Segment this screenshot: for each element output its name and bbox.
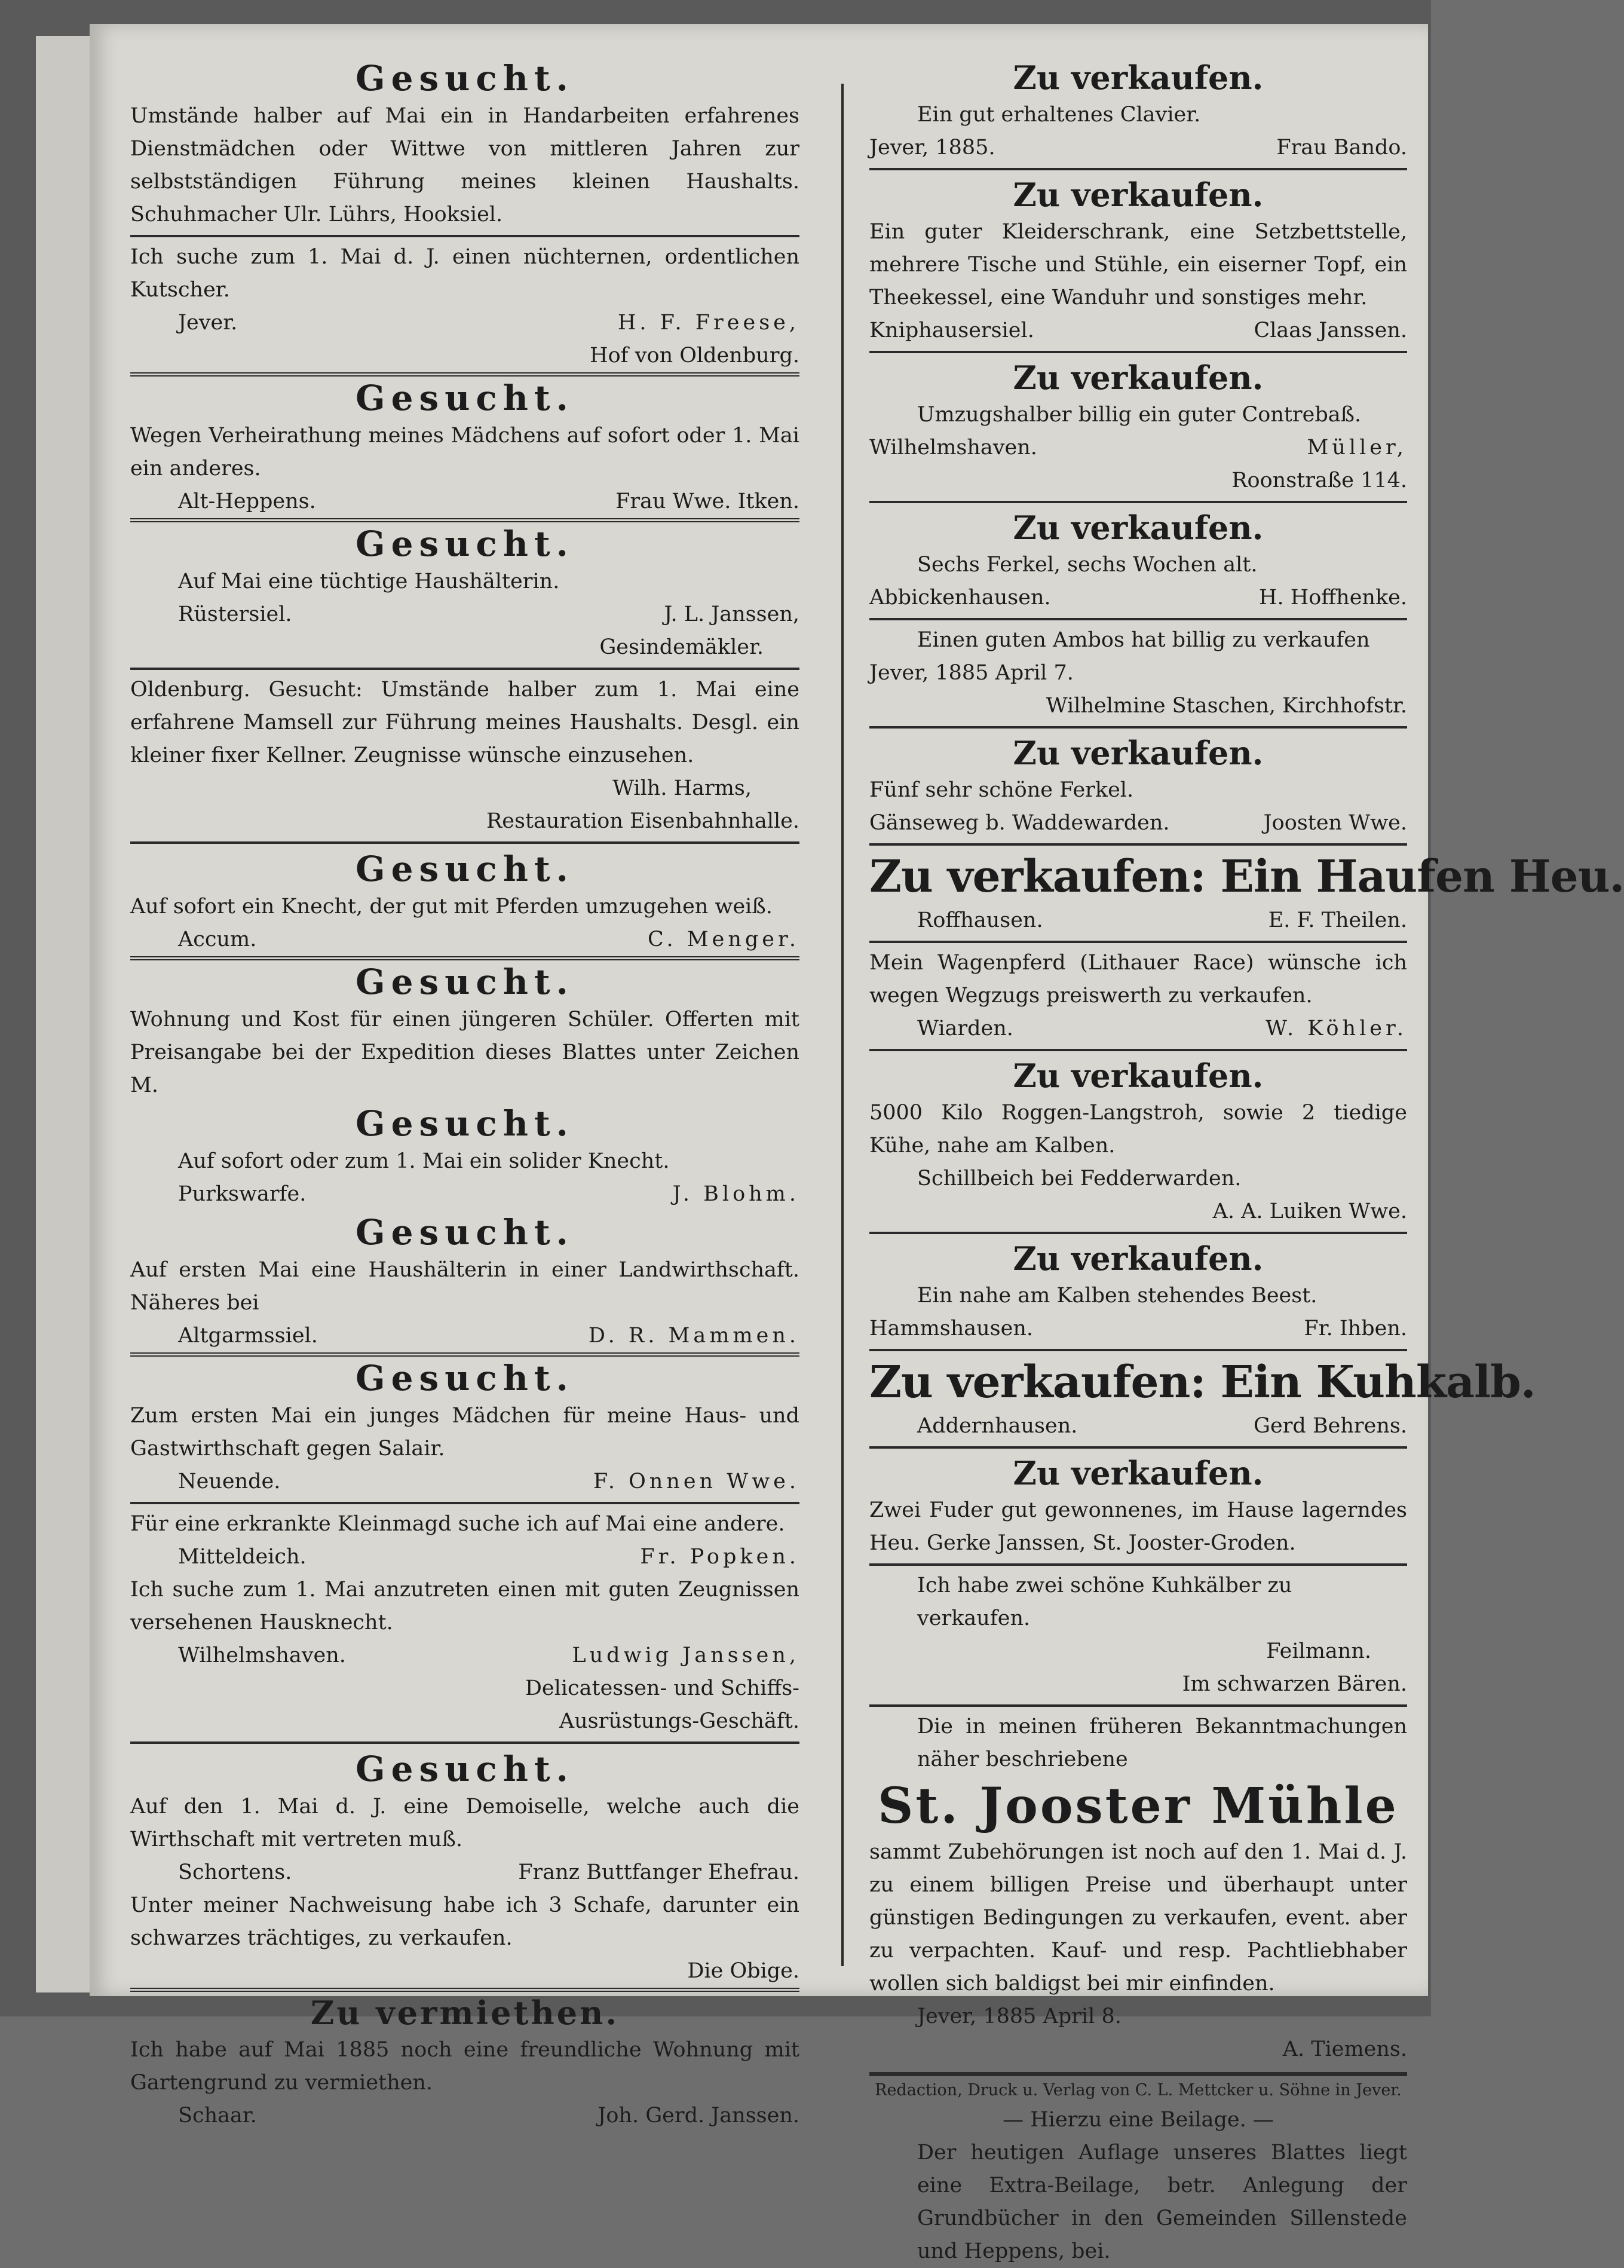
ad [869,174,1407,353]
ad-text: Auf den 1. Mai d. J. eine Demoiselle, welche auch die Wirthschaft mit vertreten muß. [130,1795,799,1851]
ad-signature-line: Die Obige. [687,1959,799,1983]
ad-place: Wiarden. [917,1017,1013,1040]
ad-heading: Zu verkaufen. [1013,59,1264,97]
ad-place: Schillbeich bei Fedderwarden. [917,1167,1242,1190]
ad [869,1055,1407,1234]
ad-text: Ich habe zwei schöne Kuhkälber zu verkaufen. [917,1574,1292,1630]
ad-place: Wilhelmshaven. [178,1643,346,1667]
ad-place: Neuende. [178,1470,281,1493]
ad-signature: Gerd Behrens. [1254,1414,1407,1438]
ad-text: 5000 Kilo Roggen-Langstroh, sowie 2 tiedige Kühe, nahe am Kalben. [869,1101,1407,1158]
ad-heading: Gesucht. [356,962,574,1002]
ad-place: Abbickenhausen. [869,586,1051,610]
ad-signature: J. L. Janssen, [664,602,799,626]
ad-text: Ich suche zum 1. Mai d. J. einen nüchternen, ordentlichen Kutscher. [130,245,799,302]
ad-text: sammt Zubehörungen ist noch auf den 1. Mai d. J. zu einem billigen Preise und überhaupt unter günstigen Bedingungen zu verkaufen, event. aber zu verpachten. Kauf- und resp. Pachtliebhaber wollen sich baldigst bei mir einfinden. [869,1840,1407,1995]
ad [130,1508,799,1574]
ad [869,1238,1407,1351]
ad-text: Oldenburg. Gesucht: Umstände halber zum 1. Mai eine erfahrene Mamsell zur Führung meines Haushalts. Desgl. ein kleiner fixer Kellner. Zeugnisse wünsche einzusehen. [130,678,799,767]
ad-place: Hammshausen. [869,1317,1034,1340]
ad-heading: Gesucht. [356,1103,574,1144]
ad [130,847,799,960]
ad [869,57,1407,170]
ad-text: Ich habe auf Mai 1885 noch eine freundliche Wohnung mit Gartengrund zu vermiethen. [130,2038,799,2095]
ad [130,1747,799,1992]
ad-signature: Franz Buttfanger Ehefrau. [518,1860,799,1884]
ad [869,1355,1536,1449]
supplement-note: — Hierzu eine Beilage. — [1003,2108,1274,2132]
ad [869,732,1407,846]
imprint: Redaction, Druck u. Verlag von C. L. Mettcker u. Söhne in Jever. [869,2072,1407,2104]
mill-headline: St. Jooster Mühle [878,1777,1399,1835]
page-edge [54,36,73,1992]
ad-signature: Frau Wwe. Itken. [615,489,799,513]
ad-signature: Ludwig Janssen, [572,1643,799,1667]
ad [869,507,1407,620]
ad [869,1569,1407,1707]
ad-text: Ein nahe am Kalben stehendes Beest. [917,1284,1317,1308]
ad-signature: E. F. Theilen. [1268,908,1407,932]
ad-place: Wilhelmshaven. [869,436,1037,460]
right-column [869,57,1624,2268]
ad-place: Roffhausen. [917,908,1043,932]
ad-signature: H. Hoffhenke. [1258,586,1407,610]
ad-text: Unter meiner Nachweisung habe ich 3 Schafe, darunter ein schwarzes trächtiges, zu verkaufen. [130,1893,799,1950]
ad-headline: Zu verkaufen: Ein Haufen Heu. [869,851,1624,902]
ad-heading: Gesucht. [356,524,574,564]
ad-text: Ein guter Kleiderschrank, eine Setzbettstelle, mehrere Tische und Stühle, ein eiserner Topf, ein Theekessel, eine Wanduhr und sonstiges mehr. [869,220,1407,310]
ad [130,522,799,670]
ad-text: Für eine erkrankte Kleinmagd suche ich auf Mai eine andere. [130,1512,785,1536]
ad [130,57,799,237]
ad-signature-line: A. A. Luiken Wwe. [1212,1199,1407,1223]
ad-signature: W. Köhler. [1266,1017,1407,1040]
ad-heading: Gesucht. [356,849,574,889]
ad-text: Auf sofort ein Knecht, der gut mit Pferden umzugehen weiß. [130,895,773,919]
ad-signature: Müller, [1307,436,1407,460]
ad-signature: Fr. Popken. [640,1545,799,1569]
ad-text: Mein Wagenpferd (Lithauer Race) wünsche ich wegen Wegzugs preiswerth zu verkaufen. [869,951,1407,1008]
ad-signature: Wilh. Harms, [612,776,752,800]
ad-text: Wegen Verheirathung meines Mädchens auf sofort oder 1. Mai ein anderes. [130,424,799,480]
ad-text: Auf Mai eine tüchtige Haushälterin. [178,570,560,593]
ad-heading: Zu verkaufen. [1013,176,1264,214]
ad-signature-line: Ausrüstungs-Geschäft. [559,1709,799,1733]
column-divider [841,84,844,1966]
ad [869,357,1407,503]
ad-place: Purkswarfe. [178,1182,307,1206]
ad-signature: C. Menger. [647,928,799,951]
ad-signature: D. R. Mammen. [588,1324,799,1348]
ad-signature: Feilmann. [1266,1639,1371,1663]
ad [130,1211,799,1357]
ad-text: Ein gut erhaltenes Clavier. [917,103,1201,127]
left-column [130,57,799,2132]
ad-signature-line: Roonstraße 114. [1231,469,1407,492]
ad-text: Wohnung und Kost für einen jüngeren Schüler. Offerten mit Preisangabe bei der Expedition dieses Blattes unter Zeichen M. [130,1008,799,1097]
ad-signature-line: Delicatessen- und Schiffs- [525,1676,799,1700]
ad-text: Auf sofort oder zum 1. Mai ein solider Knecht. [178,1149,670,1173]
ad-signature: F. Onnen Wwe. [593,1470,799,1493]
ad [869,624,1407,729]
ad-text: Zum ersten Mai ein junges Mädchen für meine Haus- und Gastwirthschaft gegen Salair. [130,1404,799,1461]
ad-heading: Zu verkaufen. [1013,359,1264,397]
ad-text: Auf ersten Mai eine Haushälterin in einer Landwirthschaft. Näheres bei [130,1258,799,1315]
ad-heading: Zu verkaufen. [1013,734,1264,772]
ad-text: Die in meinen früheren Bekanntmachungen näher beschriebene [917,1715,1407,1771]
ad-place: Mitteldeich. [178,1545,307,1569]
ad [869,947,1407,1051]
ad-signature: Fr. Ihben. [1304,1317,1407,1340]
ad-signature: Claas Janssen. [1254,319,1407,342]
ad-place: Schaar. [178,2104,257,2128]
ad [869,1452,1407,1566]
ad-heading: Zu verkaufen. [1013,1454,1264,1492]
ad-headline: Zu verkaufen: Ein Kuhkalb. [869,1357,1536,1408]
ad-heading: Zu verkaufen. [1013,1057,1264,1095]
ad-place: Alt-Heppens. [178,489,316,513]
ad-signature-line: Gesindemäkler. [599,635,764,659]
ad-signature: Frau Bando. [1276,136,1407,160]
ad-signature: A. Tiemens. [1282,2037,1407,2061]
ad-place: Jever, 1885 April 8. [917,2004,1122,2028]
ad-heading: Zu verkaufen. [1013,1239,1264,1278]
ad-place: Altgarmssiel. [178,1324,318,1348]
ad [869,849,1624,943]
page-edge [36,36,55,1992]
page-edge [72,36,91,1992]
ad-place: Kniphausersiel. [869,319,1034,342]
ad-signature-line: Restauration Eisenbahnhalle. [486,809,799,833]
ad-place: Gänseweg b. Waddewarden. [869,811,1170,835]
ad-heading: Gesucht. [356,1212,574,1253]
ad-heading: Gesucht. [356,1749,574,1789]
ad [130,960,799,1102]
ad-place: Jever, 1885. [869,136,995,160]
ad-heading: Gesucht. [356,58,574,99]
ad-heading: Gesucht. [356,1358,574,1398]
ad [130,1574,799,1744]
ad [130,241,799,377]
ad-signature-line: Hof von Oldenburg. [590,344,799,368]
ad-place: Addernhausen. [917,1414,1078,1438]
ad-text: Sechs Ferkel, sechs Wochen alt. [917,553,1258,577]
supplement-notice: Der heutigen Auflage unseres Blattes liegt eine Extra-Beilage, betr. Anlegung der Grundbücher in den Gemeinden Sillenstede und Heppens, bei. [917,2141,1407,2263]
ad-signature: H. F. Freese, [617,311,799,335]
ad-signature: Joosten Wwe. [1263,811,1407,835]
ad-place: Rüstersiel. [178,602,292,626]
ad-text: Fünf sehr schöne Ferkel. [869,778,1134,802]
ad-place: Jever, 1885 April 7. [869,661,1074,685]
ad-heading: Zu vermiethen. [310,1994,620,2032]
ad-text: Umzugshalber billig ein guter Contrebaß. [917,403,1362,427]
ad [130,674,799,844]
ad [130,377,799,522]
ad-text: Zwei Fuder gut gewonnenes, im Hause lagerndes Heu. Gerke Janssen, St. Jooster-Groden. [869,1498,1407,1555]
ad-signature: Joh. Gerd. Janssen. [597,2104,799,2128]
ad-heading: Gesucht. [356,378,574,418]
ad-text: Ich suche zum 1. Mai anzutreten einen mit guten Zeugnissen versehenen Hausknecht. [130,1578,799,1635]
ad-signature: J. Blohm. [672,1182,799,1206]
ad-place: Jever. [178,311,238,335]
ad [130,1992,799,2132]
ad-place: Schortens. [178,1860,292,1884]
ad [130,1357,799,1504]
footer [869,2072,1407,2268]
ad-heading: Zu verkaufen. [1013,509,1264,547]
ad-place: Accum. [178,928,257,951]
ad [869,1710,1407,2066]
ad [130,1102,799,1211]
ad-text: Umstände halber auf Mai ein in Handarbeiten erfahrenes Dienstmädchen oder Wittwe von mittleren Jahren zur selbstständigen Führung meines kleinen Haushalts. Schuhmacher Ulr. Lührs, Hooksiel. [130,104,799,227]
ad-text: Einen guten Ambos hat billig zu verkaufen [917,628,1370,652]
ad-signature-line: Im schwarzen Bären. [1182,1672,1407,1696]
ad-signature-line: Wilhelmine Staschen, Kirchhofstr. [1046,694,1407,718]
